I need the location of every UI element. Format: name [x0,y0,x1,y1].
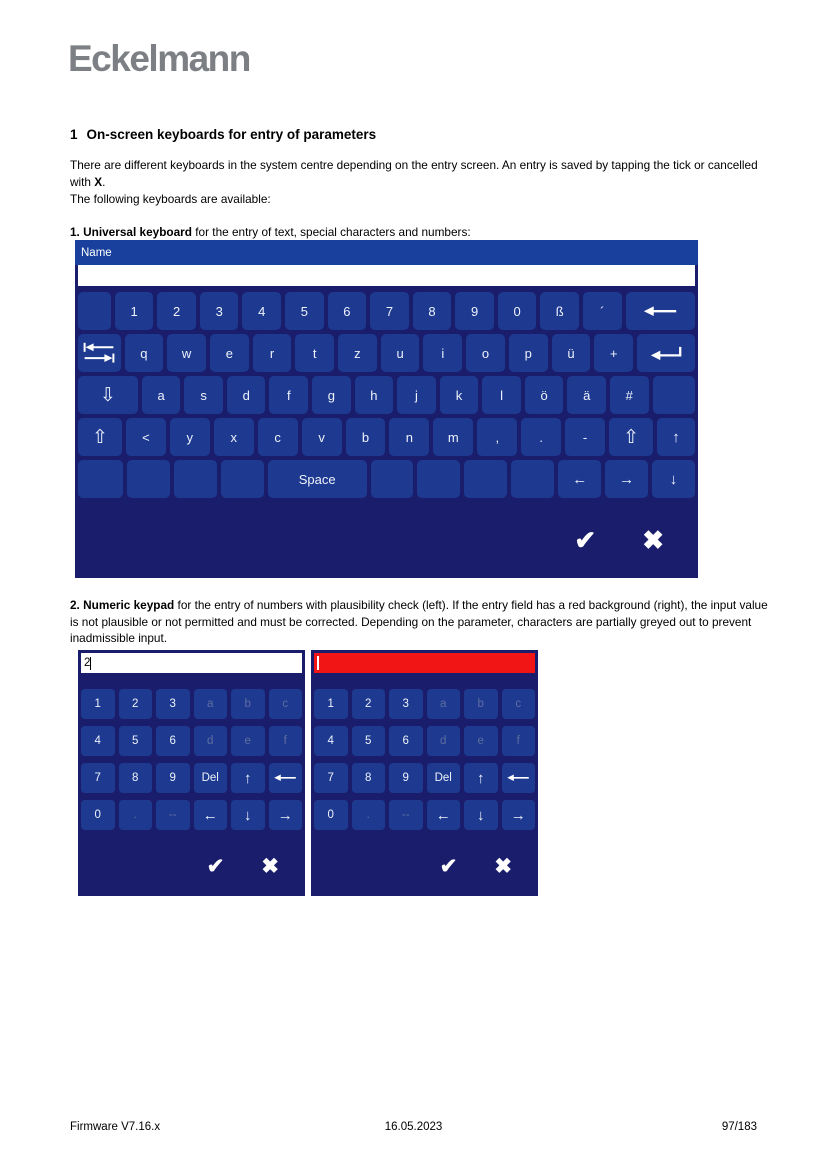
key-label: 2 [365,698,372,710]
enter-icon [648,344,684,361]
key-3[interactable] [156,689,190,719]
numpad-keys [78,673,305,837]
footer-firmware: Firmware V7.16.x [70,1121,161,1133]
arrow-left-key[interactable] [427,800,461,830]
key-label: # [625,387,633,403]
key-s[interactable] [184,376,223,414]
key-t[interactable] [295,334,334,372]
keyboard-title-bar [75,240,698,265]
key-8[interactable] [352,763,386,793]
key-m[interactable] [433,418,473,456]
key-q[interactable] [125,334,164,372]
key-a[interactable] [142,376,181,414]
key-label: a [207,698,214,710]
arrow-up-key[interactable] [231,763,265,793]
key-7[interactable] [81,763,115,793]
backspace-icon [642,304,678,318]
confirm-tick-icon[interactable]: ✔ [206,855,225,878]
key-label: ä [583,387,591,403]
key-5[interactable] [119,726,153,756]
key-#[interactable] [610,376,649,414]
blank-key [78,292,111,330]
intro-line2: The following keyboards are available: [70,191,271,206]
page-title [70,127,376,142]
key-label: . [539,429,543,445]
shift-icon: ⇧ [623,426,639,448]
key-label: Space [298,471,336,487]
key-label: 2 [173,303,181,319]
key-4[interactable] [242,292,281,330]
key-label: 6 [402,735,409,747]
arrow-up-icon: ↑ [244,769,252,787]
key-label: f [286,387,291,403]
key-3[interactable] [389,689,423,719]
key-label: 1 [94,698,101,710]
key-label: u [396,345,404,361]
key-label: 1 [130,303,138,319]
arrow-left-key[interactable] [558,460,601,498]
key-label: 4 [258,303,266,319]
key-label: 7 [94,772,101,784]
key-7[interactable] [370,292,409,330]
enter-key[interactable] [637,334,695,372]
eckelmann-logo: Eckelmann [68,38,250,79]
confirm-bar [78,837,305,896]
key-k[interactable] [440,376,479,414]
arrow-right-icon: → [619,470,635,488]
key-label: 1 [327,698,334,710]
shift-key[interactable] [609,418,653,456]
key---[interactable] [156,800,190,830]
key-label: w [181,345,192,361]
key---[interactable] [389,800,423,830]
key-c[interactable] [258,418,298,456]
arrow-right-icon: → [277,806,293,824]
arrow-right-key[interactable] [502,800,536,830]
key-4[interactable] [314,726,348,756]
key-label: 5 [132,735,139,747]
key-label: b [244,698,251,710]
backspace-key[interactable] [626,292,695,330]
key-8[interactable] [413,292,452,330]
key-label: x [230,429,237,445]
key-1[interactable] [314,689,348,719]
key-label: 9 [470,303,479,319]
key-5[interactable] [285,292,324,330]
arrow-down-key[interactable] [652,460,695,498]
confirm-tick-icon[interactable]: ✔ [574,525,597,555]
key-label: , [495,429,500,445]
shift-key[interactable] [78,418,122,456]
key-label: 4 [327,735,334,747]
tab-key[interactable] [78,334,121,372]
key-label: f [516,735,520,747]
arrow-left-icon: ← [572,470,588,488]
caps-down-key[interactable] [78,376,138,414]
key-label: ö [540,387,548,403]
key-label: a [157,387,165,403]
key-z[interactable] [338,334,377,372]
key-2[interactable] [157,292,196,330]
key-label: e [244,735,251,747]
blank-key [127,460,170,498]
key-label: 3 [402,698,409,710]
key-row [314,800,535,830]
key-label: 3 [169,698,176,710]
key-label: 4 [94,735,101,747]
key-.[interactable] [521,418,561,456]
key-label: 8 [365,772,372,784]
backspace-icon [273,773,297,783]
key-label: e [225,345,233,361]
key-.[interactable] [352,800,386,830]
arrow-up-icon: ↑ [672,428,680,446]
key-1[interactable] [115,292,154,330]
key-d[interactable] [227,376,266,414]
key-label: 8 [428,303,436,319]
key-label: 9 [402,772,409,784]
key-label: Del [201,772,219,784]
cancel-cross-icon[interactable]: ✖ [494,855,512,878]
key-6[interactable] [156,726,190,756]
footer-date: 16.05.2023 [384,1121,443,1133]
cancel-cross-icon[interactable]: ✖ [261,855,279,878]
key-label: 7 [327,772,334,784]
key-w[interactable] [167,334,206,372]
key-f[interactable] [502,726,536,756]
key-9[interactable] [389,763,423,793]
key-row [81,726,302,756]
text-cursor [317,656,319,670]
key-label: z [354,345,361,361]
cancel-cross-icon[interactable]: ✖ [642,525,664,555]
key-ü[interactable] [552,334,591,372]
intro-paragraph: There are different keyboards in the system centre depending on the entry screen. An entry is saved by tapping the tick or cancelled with X. The following keyboards are available: [70,158,758,206]
key-label: e [477,735,484,747]
tab-icon [81,341,117,364]
arrow-down-icon: ↓ [244,806,252,824]
key-b[interactable] [346,418,386,456]
arrow-right-icon: → [510,806,526,824]
text-cursor [90,657,91,670]
key-del[interactable] [427,763,461,793]
key-label: ´ [600,303,605,319]
blank-key [174,460,217,498]
key-label: . [133,809,137,821]
key-label: d [242,387,250,403]
key-label: 5 [365,735,372,747]
key-b[interactable] [464,689,498,719]
arrow-down-icon: ↓ [477,806,485,824]
blank-key [511,460,554,498]
arrow-left-icon: ← [435,806,451,824]
key-label: b [477,698,484,710]
field-label: Name [81,246,112,259]
key-label: 8 [132,772,139,784]
key-4[interactable] [81,726,115,756]
key-row [314,689,535,719]
key-u[interactable] [381,334,420,372]
key-row [81,689,302,719]
key-label: k [455,387,463,403]
intro-bold-x: X [94,174,103,189]
key-f[interactable] [269,376,308,414]
key-del[interactable] [194,763,228,793]
key-8[interactable] [119,763,153,793]
key-label: n [405,429,414,445]
heading-text: On-screen keyboards for entry of parameters [86,127,377,142]
key-label: v [318,429,325,445]
key-label: s [200,387,207,403]
key-g[interactable] [312,376,351,414]
key-+[interactable] [594,334,633,372]
key-a[interactable] [427,689,461,719]
intro-text: There are different keyboards in the system centre depending on the entry screen. An entry is saved by tapping the tick or cancelled with [70,158,758,189]
key-label: 0 [327,809,334,821]
key-1[interactable] [81,689,115,719]
key-ß[interactable] [540,292,579,330]
key-5[interactable] [352,726,386,756]
arrow-left-icon: ← [202,806,218,824]
key-label: - [582,429,588,445]
key-h[interactable] [355,376,394,414]
key-l[interactable] [482,376,521,414]
key--[interactable] [565,418,605,456]
key-c[interactable] [502,689,536,719]
arrow-right-key[interactable] [605,460,648,498]
key-row [78,376,695,414]
key-f[interactable] [269,726,303,756]
key-6[interactable] [328,292,367,330]
backspace-key[interactable] [269,763,303,793]
key-row [78,292,695,330]
key-e[interactable] [210,334,249,372]
key-j[interactable] [397,376,436,414]
key-0[interactable] [81,800,115,830]
numeric-keypad-invalid [311,650,538,896]
key-label: 5 [300,303,308,319]
blank-key [653,376,695,414]
section2-caption-bold: 2. Numeric keypad [70,598,175,612]
key-label: a [440,698,447,710]
key-label: r [269,345,275,361]
key-label: 2 [132,698,139,710]
key-label: -- [401,809,410,821]
key-0[interactable] [498,292,537,330]
key-c[interactable] [269,689,303,719]
key-label: ß [555,303,564,319]
key-label: -- [168,809,177,821]
blank-key [371,460,414,498]
key-label: c [515,698,522,710]
key-label: 6 [169,735,176,747]
arrow-down-key[interactable] [231,800,265,830]
key-label: f [283,735,287,747]
key-row [314,726,535,756]
key-label: . [366,809,370,821]
key-row [78,460,695,498]
key-label: h [370,387,378,403]
key-.[interactable] [119,800,153,830]
key-label: < [142,429,150,445]
key-row [81,800,302,830]
key-6[interactable] [389,726,423,756]
section1-caption-bold: 1. Universal keyboard [70,225,192,239]
keyboard-rows [75,286,698,502]
key-ö[interactable] [525,376,564,414]
backspace-key[interactable] [502,763,536,793]
key-o[interactable] [466,334,505,372]
shift-icon: ⇧ [92,426,108,448]
key-label: l [500,387,503,403]
heading-number: 1 [70,127,78,142]
key-label: b [361,429,370,445]
key-label: q [140,345,148,361]
footer-page-number: 97/183 [721,1121,757,1133]
universal-input-field[interactable] [78,265,695,286]
key-label: d [440,735,447,747]
blank-key [464,460,507,498]
confirm-bar [311,837,538,896]
confirm-bar [75,502,698,578]
key-row [78,418,695,456]
key-label: 9 [169,772,176,784]
key-e[interactable] [464,726,498,756]
key-label: 0 [94,809,101,821]
key-label: i [441,345,445,361]
key-e[interactable] [231,726,265,756]
backspace-icon [506,773,530,783]
key-d[interactable] [194,726,228,756]
key-p[interactable] [509,334,548,372]
key-x[interactable] [214,418,254,456]
key-0[interactable] [314,800,348,830]
key-r[interactable] [253,334,292,372]
key-3[interactable] [200,292,239,330]
key-label: Del [434,772,452,784]
key-,[interactable] [477,418,517,456]
universal-keyboard-panel [75,240,698,578]
key-´[interactable] [583,292,622,330]
key-2[interactable] [119,689,153,719]
key-label: t [312,345,317,361]
blank-key [417,460,460,498]
caps-down-icon: ⇩ [99,384,116,406]
key-label: 6 [343,303,351,319]
numeric-keypad-valid [78,650,305,896]
arrow-right-key[interactable] [269,800,303,830]
arrow-up-key[interactable] [464,763,498,793]
key-space[interactable] [268,460,367,498]
blank-key [78,460,123,498]
numpad-input-field-invalid[interactable] [314,653,535,673]
arrow-up-icon: ↑ [477,769,485,787]
key-label: + [609,345,618,361]
key-label: m [447,429,459,445]
key-y[interactable] [170,418,210,456]
arrow-down-key[interactable] [464,800,498,830]
key-<[interactable] [126,418,166,456]
key-label: 7 [385,303,394,319]
key-label: 3 [215,303,223,319]
key-9[interactable] [455,292,494,330]
key-label: y [186,429,194,445]
key-2[interactable] [352,689,386,719]
key-n[interactable] [389,418,429,456]
key-row [81,763,302,793]
key-label: c [282,698,289,710]
key-i[interactable] [423,334,462,372]
key-label: j [414,387,418,403]
confirm-tick-icon[interactable]: ✔ [439,855,458,878]
key-7[interactable] [314,763,348,793]
key-b[interactable] [231,689,265,719]
key-d[interactable] [427,726,461,756]
numpad-input-field-valid[interactable]: 2 [81,653,302,673]
key-label: 0 [513,303,521,319]
key-label: o [481,345,490,361]
numpad-keys [311,673,538,837]
key-label: d [207,735,214,747]
key-label: ü [567,345,575,361]
key-label: p [524,345,532,361]
blank-key [221,460,264,498]
section1-caption: 1. Universal keyboard for the entry of text, special characters and numbers: [70,225,471,239]
key-row [314,763,535,793]
section2-caption: 2. Numeric keypad for the entry of numbers with plausibility check (left). If the entry field has a red background (right), the input value is not plausible or not permitted and must be corrected. Depending on the parameter, characters are partially greyed out to prevent inadmissible input. [70,598,768,645]
key-row [78,334,695,372]
key-label: c [274,429,281,445]
key-label: g [327,387,335,403]
key-a[interactable] [194,689,228,719]
arrow-left-key[interactable] [194,800,228,830]
arrow-down-icon: ↓ [669,470,678,488]
key-9[interactable] [156,763,190,793]
key-v[interactable] [302,418,342,456]
key-ä[interactable] [567,376,606,414]
arrow-up-key[interactable] [657,418,695,456]
